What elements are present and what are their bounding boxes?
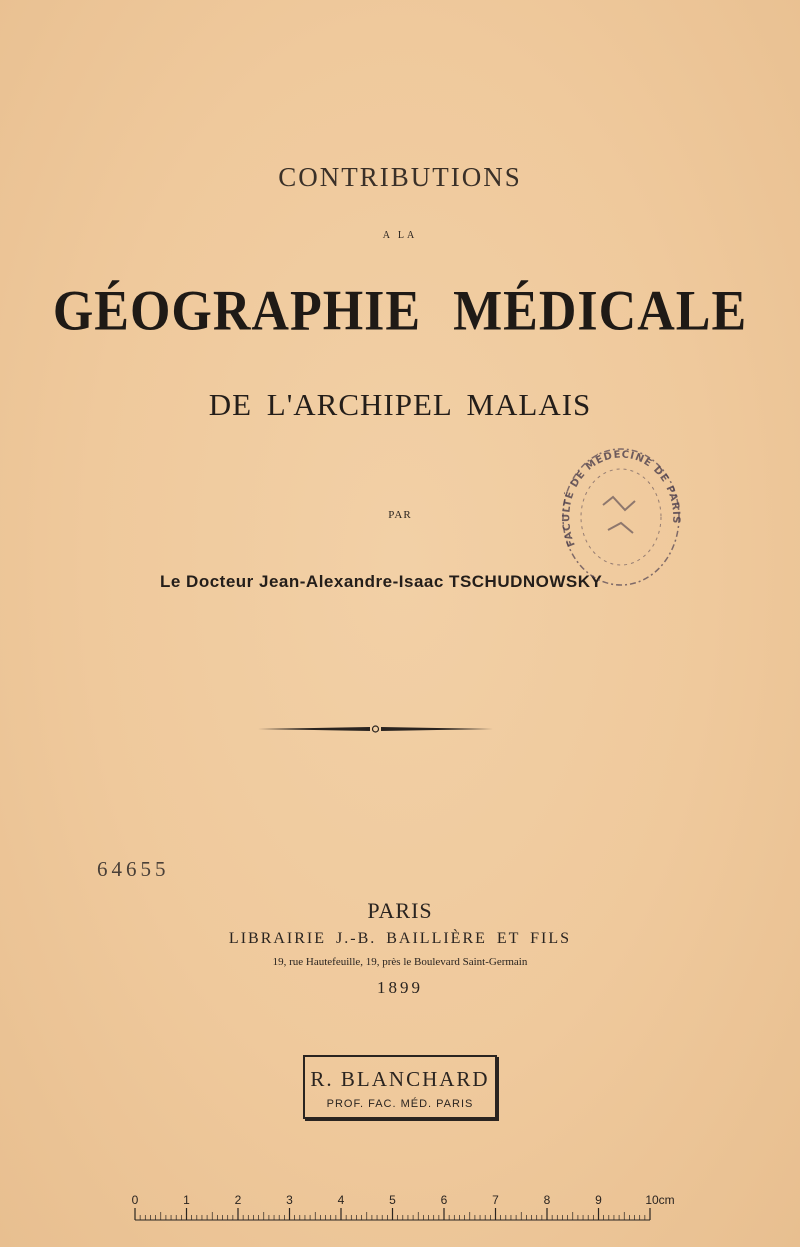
main-title: GÉOGRAPHIE MÉDICALE bbox=[52, 280, 748, 343]
ruler-label: 4 bbox=[337, 1193, 345, 1207]
author-name: Le Docteur Jean-Alexandre-Isaac TSCHUDNOWSKY bbox=[160, 572, 603, 591]
ruler-label: 3 bbox=[286, 1193, 293, 1207]
ruler-label: 0 bbox=[131, 1193, 139, 1207]
imprint-address: 19, rue Hautefeuille, 19, près le Boulevard Saint-Germain bbox=[272, 956, 528, 968]
catalog-number: 64655 bbox=[97, 857, 170, 881]
subtitle: DE L'ARCHIPEL MALAIS bbox=[208, 387, 592, 422]
ornamental-rule bbox=[258, 722, 493, 736]
stamp-subtitle: PROF. FAC. MÉD. PARIS bbox=[326, 1098, 474, 1110]
ruler-label: 9 bbox=[595, 1193, 602, 1207]
by-label: PAR bbox=[388, 509, 412, 521]
owner-stamp bbox=[303, 1055, 497, 1119]
svg-text:FACULTÉ DE MÉDECINE DE PARIS bbox=[561, 449, 681, 548]
library-seal-icon bbox=[553, 435, 688, 595]
ruler-label: 5 bbox=[389, 1193, 396, 1207]
imprint-city: PARIS bbox=[367, 898, 433, 923]
stamp-name: R. BLANCHARD bbox=[310, 1067, 490, 1091]
ruler-label: 6 bbox=[440, 1193, 448, 1207]
ruler-label: 10cm bbox=[645, 1193, 675, 1207]
imprint-year: 1899 bbox=[377, 978, 423, 997]
imprint-publisher: LIBRAIRIE J.-B. BAILLIÈRE ET FILS bbox=[228, 930, 572, 947]
title-line-contributions: CONTRIBUTIONS bbox=[278, 162, 522, 192]
ruler-label: 2 bbox=[234, 1193, 242, 1207]
seal-text: FACULTÉ DE MÉDECINE DE PARIS bbox=[561, 449, 682, 549]
scale-ruler bbox=[125, 1190, 675, 1222]
ruler-label: 7 bbox=[492, 1193, 499, 1207]
ruler-label: 1 bbox=[183, 1193, 190, 1207]
title-line-a-la: A LA bbox=[382, 230, 418, 241]
ruler-label: 8 bbox=[543, 1193, 551, 1207]
